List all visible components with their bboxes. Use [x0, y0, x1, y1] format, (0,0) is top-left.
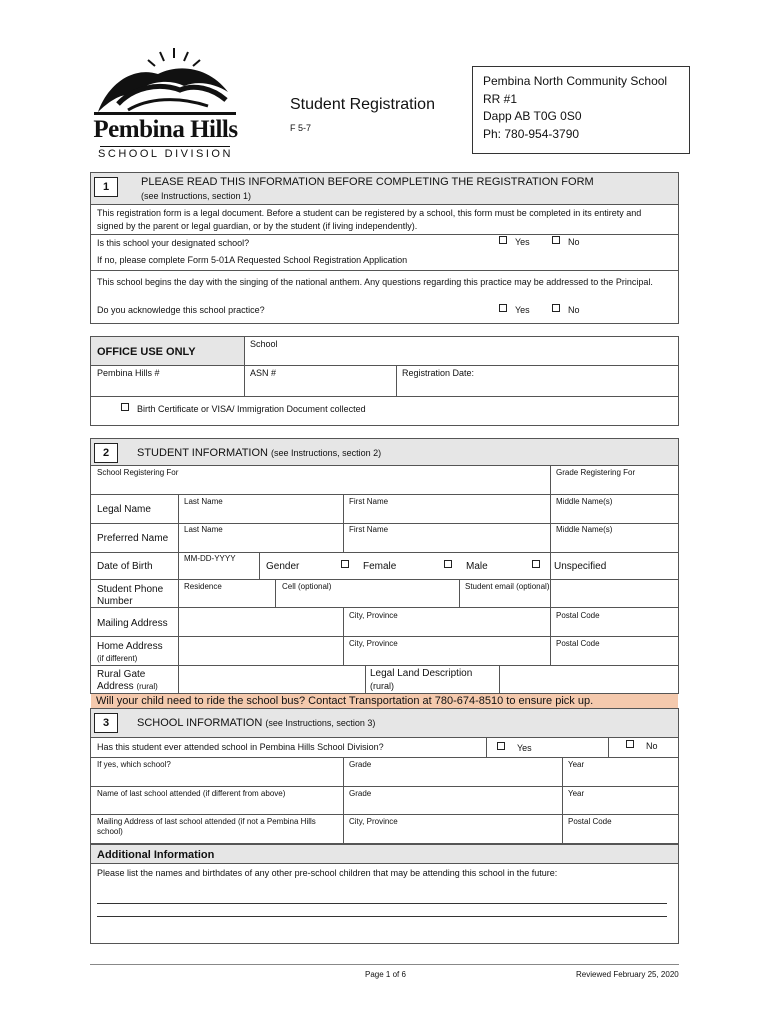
designated-yes-checkbox[interactable]: Yes	[499, 237, 530, 247]
section-3-heading: SCHOOL INFORMATION (see Instructions, section 3)	[137, 717, 376, 729]
address-line-4: Ph: 780-954-3790	[483, 126, 580, 141]
page-title: Student Registration	[290, 96, 435, 113]
section-3-number: 3	[94, 713, 118, 733]
legal-document-notice: This registration form is a legal document. Before a student can be registered by a school, this form must be completed in its entirety and signed by the parent or legal guardian, or by the student (if living independently).	[97, 208, 642, 231]
address-line-3: Dapp AB T0G 0S0	[483, 109, 582, 123]
anthem-notice: This school begins the day with the singing of the national anthem. Any questions regarding this practice may be addressed to the Principal.	[97, 277, 653, 287]
legal-land-description-label: Legal Land Description	[370, 668, 473, 679]
mailing-address-label: Mailing Address	[97, 618, 168, 629]
preschool-children-prompt: Please list the names and birthdates of any other pre-school children that may be attending this school in the future:	[97, 868, 558, 878]
registration-date-label: Registration Date:	[402, 368, 475, 378]
last-school-postal-code-field[interactable]: Postal Code	[568, 817, 612, 826]
last-school-field[interactable]: Name of last school attended (if different from above)	[97, 789, 286, 798]
section-1-subheading: (see Instructions, section 1)	[141, 191, 252, 201]
last-school-grade-field[interactable]: Grade	[349, 789, 372, 798]
checkbox-icon	[552, 236, 560, 244]
legal-first-name-field[interactable]: First Name	[349, 497, 389, 506]
birth-certificate-checkbox[interactable]: Birth Certificate or VISA/ Immigration Document collected	[121, 404, 366, 414]
additional-information-title: Additional Information	[97, 849, 215, 861]
checkbox-icon	[121, 403, 129, 411]
pembina-hills-number-label: Pembina Hills #	[97, 368, 160, 378]
acknowledge-yes-checkbox[interactable]: Yes	[499, 305, 530, 315]
office-school-label: School	[250, 339, 278, 349]
preferred-first-name-field[interactable]: First Name	[349, 525, 389, 534]
residence-phone-field[interactable]: Residence	[184, 582, 222, 591]
date-of-birth-field[interactable]: MM-DD-YYYY	[184, 554, 236, 563]
mailing-city-province-field[interactable]: City, Province	[349, 611, 398, 620]
pembina-hills-logo-icon	[88, 44, 243, 116]
grade-registering-for-label: Grade Registering For	[556, 468, 636, 477]
checkbox-icon	[499, 236, 507, 244]
checkbox-icon	[497, 742, 505, 750]
home-city-province-field[interactable]: City, Province	[349, 639, 398, 648]
checkbox-icon	[626, 740, 634, 748]
checkbox-icon	[341, 560, 349, 568]
school-bus-notice: Will your child need to ride the school bus? Contact Transportation at 780-674-8510 to ensure pick up.	[91, 694, 678, 708]
preferred-middle-names-field[interactable]: Middle Name(s)	[556, 525, 613, 534]
attended-yes-checkbox[interactable]: Yes	[497, 743, 532, 753]
checkbox-icon	[444, 560, 452, 568]
legal-name-label: Legal Name	[97, 504, 151, 515]
preferred-last-name-field[interactable]: Last Name	[184, 525, 223, 534]
office-use-title: OFFICE USE ONLY	[97, 346, 196, 358]
preschool-children-line-1[interactable]	[97, 903, 667, 904]
section-2-number: 2	[94, 443, 118, 463]
form-501a-note: If no, please complete Form 5-01A Requested School Registration Application	[97, 255, 408, 265]
acknowledge-no-checkbox[interactable]: No	[552, 305, 580, 315]
page-number: Page 1 of 6	[365, 970, 406, 979]
attended-no-checkbox[interactable]: No	[626, 741, 658, 751]
last-school-year-field[interactable]: Year	[568, 789, 585, 798]
home-postal-code-field[interactable]: Postal Code	[556, 639, 600, 648]
which-school-field[interactable]: If yes, which school?	[97, 760, 171, 769]
home-address-label: Home Address	[97, 641, 163, 652]
home-address-if-different: (if different)	[97, 654, 138, 663]
preferred-name-label: Preferred Name	[97, 533, 169, 544]
which-school-year-field[interactable]: Year	[568, 760, 585, 769]
checkbox-icon	[552, 304, 560, 312]
gender-female-checkbox[interactable]: Female	[341, 561, 396, 572]
gender-male-checkbox[interactable]: Male	[444, 561, 488, 572]
address-line-1: Pembina North Community School	[483, 74, 668, 88]
preschool-children-line-2[interactable]	[97, 916, 667, 917]
reviewed-date: Reviewed February 25, 2020	[576, 970, 679, 979]
student-phone-label: Student Phone Number	[97, 584, 164, 607]
gender-label: Gender	[266, 561, 300, 572]
form-code: F 5-7	[290, 123, 312, 133]
rural-gate-address-label: Rural Gate Address (rural)	[97, 669, 158, 692]
section-1-heading: PLEASE READ THIS INFORMATION BEFORE COMPLETING THE REGISTRATION FORM	[141, 176, 594, 188]
last-school-mailing-address-field[interactable]: Mailing Address of last school attended (if not a Pembina Hills school)	[97, 817, 316, 836]
last-school-city-province-field[interactable]: City, Province	[349, 817, 398, 826]
legal-middle-names-field[interactable]: Middle Name(s)	[556, 497, 613, 506]
logo-subtitle: SCHOOL DIVISION	[98, 148, 233, 160]
asn-label: ASN #	[250, 368, 277, 378]
legal-land-description-rural: (rural)	[370, 681, 394, 691]
checkbox-icon	[499, 304, 507, 312]
legal-last-name-field[interactable]: Last Name	[184, 497, 223, 506]
checkbox-icon	[532, 560, 540, 568]
mailing-postal-code-field[interactable]: Postal Code	[556, 611, 600, 620]
acknowledge-practice-question: Do you acknowledge this school practice?	[97, 305, 265, 315]
attended-pembina-question: Has this student ever attended school in Pembina Hills School Division?	[97, 742, 384, 752]
student-email-field[interactable]: Student email (optional)	[465, 582, 550, 591]
address-line-2: RR #1	[483, 91, 518, 106]
logo-name: Pembina Hills	[93, 116, 238, 143]
cell-phone-field[interactable]: Cell (optional)	[282, 582, 332, 591]
section-2-heading: STUDENT INFORMATION (see Instructions, section 2)	[137, 447, 382, 459]
date-of-birth-label: Date of Birth	[97, 561, 153, 572]
designated-no-checkbox[interactable]: No	[552, 237, 580, 247]
gender-unspecified-checkbox[interactable]: Unspecified	[532, 561, 606, 572]
section-1-number: 1	[94, 177, 118, 197]
school-address-box	[472, 66, 690, 154]
logo	[88, 44, 243, 159]
designated-school-question: Is this school your designated school?	[97, 238, 250, 248]
which-school-grade-field[interactable]: Grade	[349, 760, 372, 769]
footer-rule	[90, 964, 679, 965]
school-registering-for-label: School Registering For	[97, 468, 179, 477]
